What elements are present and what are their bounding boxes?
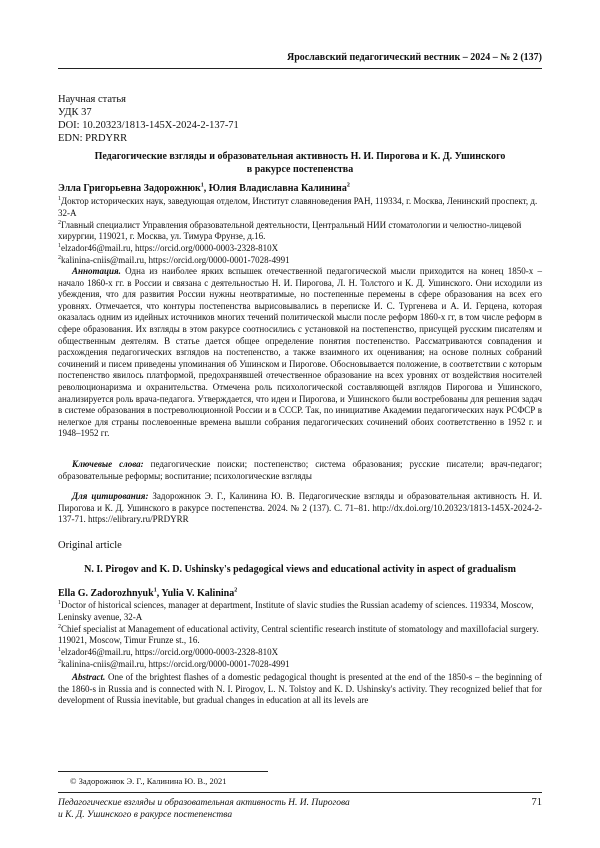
aff2-ru: $^2$Главный специалист Управления образовательной деятельности, Центральный НИИ стоматологии и челюстно-лицевой хирургии, 119021, г. Москва, ул. Тимура Фрунзе, д.16. [58, 219, 522, 242]
running-footer [58, 797, 350, 821]
aff2-en: $^2$Chief specialist at Management of educational activity, Central scientific research institute of stomatology and maxillofacial surgery. 119021, Moscow, Timur Frunze st., 16. [58, 623, 539, 646]
contact2-sup: 2 [58, 254, 61, 261]
contact2-en: $^2$kalinina-cniis@mail.ru, https://orcid.org/0000-0001-7028-4991 [58, 658, 290, 669]
citation-ru-label: Для цитирования: [72, 491, 149, 501]
author2-en-sup: 2 [234, 587, 238, 594]
doi: DOI: 10.20323/1813-145X-2024-2-137-71 [58, 120, 239, 131]
author2-en: , Yulia V. Kalinina [156, 588, 235, 599]
abstract-ru [58, 266, 542, 440]
author1-en: Ella G. Zadorozhnyuk [58, 588, 154, 599]
citation-ru-text: Задорожнюк Э. Г., Калинина Ю. В. Педагогические взгляды и образовательная активность Н. И. Пирогова и К. Д. Ушинского в ракурсе постепенства. 2024. № 2 (137). С. 71–81. http://dx.doi.org/10.20323/1813-145X-2024-2-137-71. https://elibrary.ru/PRDYRR [58, 491, 542, 525]
author1-sup: 1 [200, 182, 204, 189]
keywords-ru [58, 459, 542, 482]
author1-ru: Элла Григорьевна Задорожнюк [58, 183, 201, 194]
aff2-sup: 2 [58, 219, 61, 226]
contact1-en-sup: 1 [58, 647, 61, 654]
copyright-footnote: © Задорожнюк Э. Г., Калинина Ю. В., 2021 [70, 776, 227, 786]
keywords-ru-label: Ключевые слова: [72, 459, 144, 469]
page-number: 71 [531, 797, 542, 808]
contact1-en: $^1$elzador46@mail.ru, https://orcid.org/0000-0003-2328-810X [58, 647, 279, 658]
contact2-en-sup: 2 [58, 658, 61, 665]
title-ru-line1: Педагогические взгляды и образовательная активность Н. И. Пирогова и К. Д. Ушинского [94, 151, 506, 162]
article-type: Научная статья [58, 94, 126, 105]
header-rule [58, 68, 542, 69]
citation-ru [58, 491, 542, 526]
aff1-en-sup: 1 [58, 600, 61, 606]
abstract-en-label: Abstract. [72, 672, 106, 682]
affiliations-en [58, 600, 542, 671]
affiliations-ru [58, 196, 542, 267]
abstract-en [58, 672, 542, 707]
footnote-rule [58, 771, 268, 772]
authors-ru [58, 183, 542, 194]
author1-en-sup: 1 [153, 587, 157, 594]
aff1-sup: 1 [58, 196, 61, 202]
title-ru [58, 150, 542, 176]
abstract-en-text: One of the brightest flashes of a domestic pedagogical thought is presented at the end of the 1850-s – the beginning of the 1860-s in Russia and is connected with N. I. Pirogov, L. N. Tolstoy and K. D. Ushinsky's activity. They recognized belief that for development of Russia inevitable, but gradual changes in education at all its levels are [58, 672, 542, 706]
udk: УДК 37 [58, 107, 92, 118]
title-ru-line2: в ракурсе постепенства [246, 164, 354, 175]
contact2-ru: $^2$kalinina-cniis@mail.ru, https://orcid.org/0000-0001-7028-4991 [58, 254, 290, 265]
footer-rule [58, 792, 542, 793]
aff1-ru: $^1$Доктор исторических наук, заведующая отделом, Институт славяноведения РАН, 119334, г. Москва, Ленинский проспект, д. 32-А [58, 196, 538, 218]
abstract-ru-text: Одна из наиболее ярких вспышек отечественной педагогической мысли приходится на конец 1850-х – начало 1860-х гг. в России и связана с деятельностью Н. И. Пирогова, Л. Н. Толстого и К. Д. Ушинского. Они исходили из убеждения, что для развития России нужны неотвратимые, но постепенные перемены в сфере образования на всех его уровнях. Отмечается, что контуры постепенства вырисовывались в переписке И. С. Тургенева и А. И. Герцена, которая оказалась одним из идейных источников многих течений политической мысли после реформ 1860-х гг, в том числе реформ в сфере образования. Их взгляды в этом ракурсе соотносились с установкой на постепенство, присущей русским писателям и общественным деятелям. В статье дается общее определение понятия постепенство. Рассматриваются совпадения и расхождения педагогических взглядов на постепенство, а также взаимного их оценивания; на основе полных собраний сочинений и писем приведены упоминания об Ушинском и Пирогове. Обосновывается положение, в соответствии с которым постепенство явилось платформой, предохранявшей отечественное образование на всех уровнях от воздействия носителей революционаризма и охранительства. Отмечена роль психологической составляющей взглядов Пирогова и Ушинского, анализируется роль врача-педагога. Утверждается, что идеи и Пирогова, и Ушинского были востребованы для решения задач в системе образования в постреволюционной России и в СССР. Так, по инициативе Академии педагогических наук РСФСР в нелегкое для страны послевоенные времена вышли собрания педагогических сочинений обоих соответственно в 1952 г. и 1948–1952 гг. [58, 266, 542, 439]
abstract-ru-label: Аннотация. [72, 266, 121, 276]
author2-ru: , Юлия Владиславна Калинина [203, 183, 347, 194]
footer-line2: и К. Д. Ушинского в ракурсе постепенства [58, 810, 233, 820]
footer-line1: Педагогические взгляды и образовательная активность Н. И. Пирогова [58, 798, 350, 808]
aff1-en: $^1$Doctor of historical sciences, manager at department, Institute of slavic studies the Russian academy of sciences. 119334, Moscow, Leninsky avenue, 32-A [58, 600, 534, 622]
article-meta [58, 93, 239, 145]
title-en: N. I. Pirogov and K. D. Ushinsky's pedagogical views and educational activity in aspect of gradualism [84, 564, 516, 575]
edn: EDN: PRDYRR [58, 133, 128, 144]
contact1-sup: 1 [58, 243, 61, 250]
original-article-label: Original article [58, 540, 122, 551]
author2-sup: 2 [346, 182, 350, 189]
journal-header: Ярославский педагогический вестник – 2024 – № 2 (137) [286, 52, 542, 63]
aff2-en-sup: 2 [58, 623, 61, 630]
keywords-ru-text: педагогические поиски; постепенство; система образования; русские писатели; врач-педагог; образовательные реформы; воспитание; психологические взгляды [58, 459, 542, 481]
contact1-ru: $^1$elzador46@mail.ru, https://orcid.org/0000-0003-2328-810X [58, 243, 279, 254]
authors-en [58, 588, 542, 599]
